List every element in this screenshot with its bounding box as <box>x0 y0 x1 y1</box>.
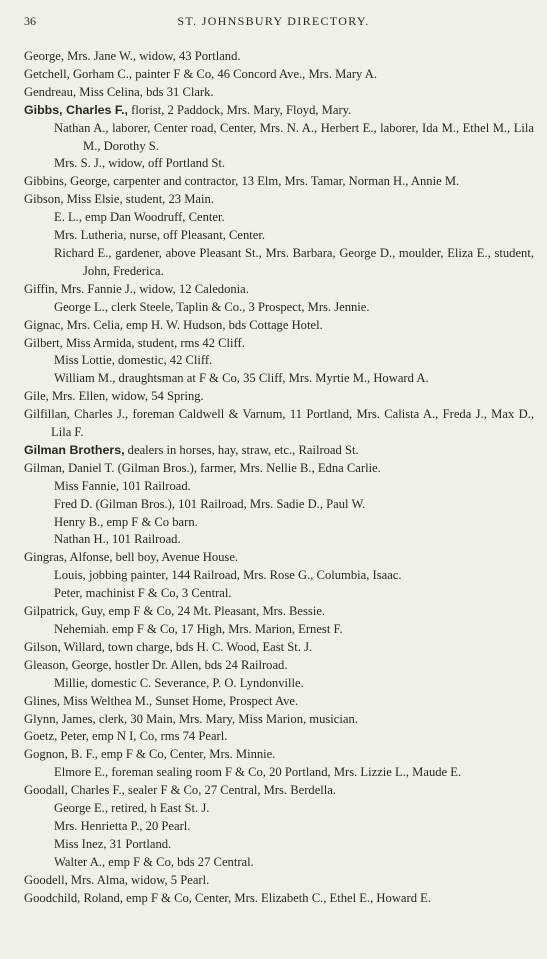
directory-entry <box>24 585 534 603</box>
directory-entry <box>24 120 534 156</box>
directory-entry <box>24 531 534 549</box>
directory-entry <box>24 567 534 585</box>
directory-entry <box>24 890 534 908</box>
entry-text: Goodchild, Roland, emp F & Co, Center, Mrs. Elizabeth C., Ethel E., Howard E. <box>24 890 431 905</box>
entry-text: Goodell, Mrs. Alma, widow, 5 Pearl. <box>24 872 210 887</box>
directory-entry <box>24 764 534 782</box>
directory-entry <box>24 48 534 66</box>
entry-text: Fred D. (Gilman Bros.), 101 Railroad, Mrs. Sadie D., Paul W. <box>54 496 366 511</box>
entry-text: Gilfillan, Charles J., foreman Caldwell & Varnum, 11 Portland, Mrs. Calista A., Freda J., Max D., Lila F. <box>24 407 534 440</box>
directory-entry <box>24 836 534 854</box>
directory-entry <box>24 549 534 567</box>
entry-text: Nehemiah. emp F & Co, 17 High, Mrs. Marion, Ernest F. <box>54 622 343 636</box>
entry-text: Henry B., emp F & Co barn. <box>54 514 198 529</box>
directory-entry <box>24 317 534 335</box>
entry-text: Richard E., gardener, above Pleasant St., Mrs. Barbara, George D., moulder, Eliza E., student, John, Frederica. <box>54 245 534 278</box>
entry-text: Glynn, James, clerk, 30 Main, Mrs. Mary, Miss Marion, musician. <box>24 711 358 726</box>
entry-text: Peter, machinist F & Co, 3 Central. <box>54 586 232 601</box>
entry-text: E. L., emp Dan Woodruff, Center. <box>54 210 225 225</box>
entry-text: Miss Inez, 31 Portland. <box>54 836 172 851</box>
directory-entry <box>24 406 534 442</box>
directory-entry <box>24 496 534 514</box>
entry-text: florist, 2 Paddock, Mrs. Mary, Floyd, Mary. <box>127 102 352 117</box>
entry-text: Mrs. Henrietta P., 20 Pearl. <box>54 818 191 833</box>
entry-name: Gibbs, Charles F., <box>24 102 128 117</box>
entry-text: Mrs. S. J., widow, off Portland St. <box>54 156 226 171</box>
directory-entry <box>24 442 534 460</box>
directory-entry <box>24 728 534 746</box>
directory-entry <box>24 818 534 836</box>
entry-text: George E., retired, h East St. J. <box>54 801 210 816</box>
entry-text: Goodall, Charles F., sealer F & Co, 27 Central, Mrs. Berdella. <box>24 783 337 798</box>
directory-entry <box>24 514 534 532</box>
directory-entry <box>24 209 534 227</box>
directory-entry <box>24 352 534 370</box>
directory-entry <box>24 227 534 245</box>
directory-entry <box>24 711 534 729</box>
directory-entry <box>24 460 534 478</box>
directory-entry <box>24 102 534 120</box>
entry-text: Miss Fannie, 101 Railroad. <box>54 478 191 493</box>
entry-text: Gibson, Miss Elsie, student, 23 Main. <box>24 192 214 207</box>
entry-text: Walter A., emp F & Co, bds 27 Central. <box>54 854 254 869</box>
directory-entry <box>24 693 534 711</box>
entry-text: Gilpatrick, Guy, emp F & Co, 24 Mt. Pleasant, Mrs. Bessie. <box>24 604 326 619</box>
directory-entry <box>24 854 534 872</box>
directory-entry <box>24 281 534 299</box>
entry-text: Mrs. Lutheria, nurse, off Pleasant, Center. <box>54 228 266 243</box>
entry-text: George L., clerk Steele, Taplin & Co., 3 Prospect, Mrs. Jennie. <box>54 299 370 314</box>
directory-entry <box>24 299 534 317</box>
directory-entry <box>24 84 534 102</box>
entry-text: Gingras, Alfonse, bell boy, Avenue House. <box>24 550 239 565</box>
entry-text: Gleason, George, hostler Dr. Allen, bds 24 Railroad. <box>24 657 288 672</box>
entry-text: Gignac, Mrs. Celia, emp H. W. Hudson, bds Cottage Hotel. <box>24 317 323 332</box>
entry-name: Gilman Brothers, <box>24 442 125 457</box>
directory-entry <box>24 872 534 890</box>
directory-entry <box>24 675 534 693</box>
entry-text: Gibbins, George, carpenter and contractor, 13 Elm, Mrs. Tamar, Norman H., Annie M. <box>24 174 460 189</box>
page-number: 36 <box>24 14 36 28</box>
directory-entry <box>24 621 534 639</box>
entry-text: Elmore E., foreman sealing room F & Co, 20 Portland, Mrs. Lizzie L., Maude E. <box>54 765 462 780</box>
entry-text: Gognon, B. F., emp F & Co, Center, Mrs. Minnie. <box>24 747 276 762</box>
entry-text: Gilman, Daniel T. (Gilman Bros.), farmer, Mrs. Nellie B., Edna Carlie. <box>24 460 381 475</box>
entry-text: George, Mrs. Jane W., widow, 43 Portland. <box>24 49 241 63</box>
directory-entry <box>24 639 534 657</box>
directory-entry <box>24 370 534 388</box>
entry-text: Gendreau, Miss Celina, bds 31 Clark. <box>24 84 214 99</box>
entry-text: Louis, jobbing painter, 144 Railroad, Mrs. Rose G., Columbia, Isaac. <box>54 568 402 583</box>
directory-entry <box>24 657 534 675</box>
directory-entry <box>24 66 534 84</box>
directory-listing <box>24 48 534 908</box>
directory-entry <box>24 191 534 209</box>
entry-text: Nathan H., 101 Railroad. <box>54 532 181 547</box>
directory-entry <box>24 335 534 353</box>
directory-entry <box>24 746 534 764</box>
entry-text: Glines, Miss Welthea M., Sunset Home, Prospect Ave. <box>24 693 299 708</box>
directory-entry <box>24 782 534 800</box>
entry-text: Millie, domestic C. Severance, P. O. Lyndonville. <box>54 675 304 690</box>
directory-entry <box>24 245 534 281</box>
entry-text: Gilson, Willard, town charge, bds H. C. Wood, East St. J. <box>24 639 313 654</box>
entry-text: Giffin, Mrs. Fannie J., widow, 12 Caledonia. <box>24 281 249 296</box>
entry-text: Getchell, Gorham C., painter F & Co, 46 Concord Ave., Mrs. Mary A. <box>24 66 378 81</box>
page-header <box>0 12 547 32</box>
entry-text: Miss Lottie, domestic, 42 Cliff. <box>54 353 213 368</box>
directory-entry <box>24 173 534 191</box>
directory-entry <box>24 603 534 621</box>
directory-entry <box>24 388 534 406</box>
entry-text: dealers in horses, hay, straw, etc., Railroad St. <box>124 442 359 457</box>
entry-text: Gile, Mrs. Ellen, widow, 54 Spring. <box>24 389 204 404</box>
entry-text: William M., draughtsman at F & Co, 35 Cliff, Mrs. Myrtie M., Howard A. <box>54 371 429 386</box>
entry-text: Goetz, Peter, emp N I, Co, rms 74 Pearl. <box>24 729 228 744</box>
entry-text: Nathan A., laborer, Center road, Center, Mrs. N. A., Herbert E., laborer, Ida M., Ethel M., Lila M., Dorothy S. <box>54 120 534 153</box>
directory-entry <box>24 155 534 173</box>
entry-text: Gilbert, Miss Armida, student, rms 42 Cliff. <box>24 335 245 350</box>
directory-entry <box>24 478 534 496</box>
directory-entry <box>24 800 534 818</box>
running-title: ST. JOHNSBURY DIRECTORY. <box>177 14 370 28</box>
